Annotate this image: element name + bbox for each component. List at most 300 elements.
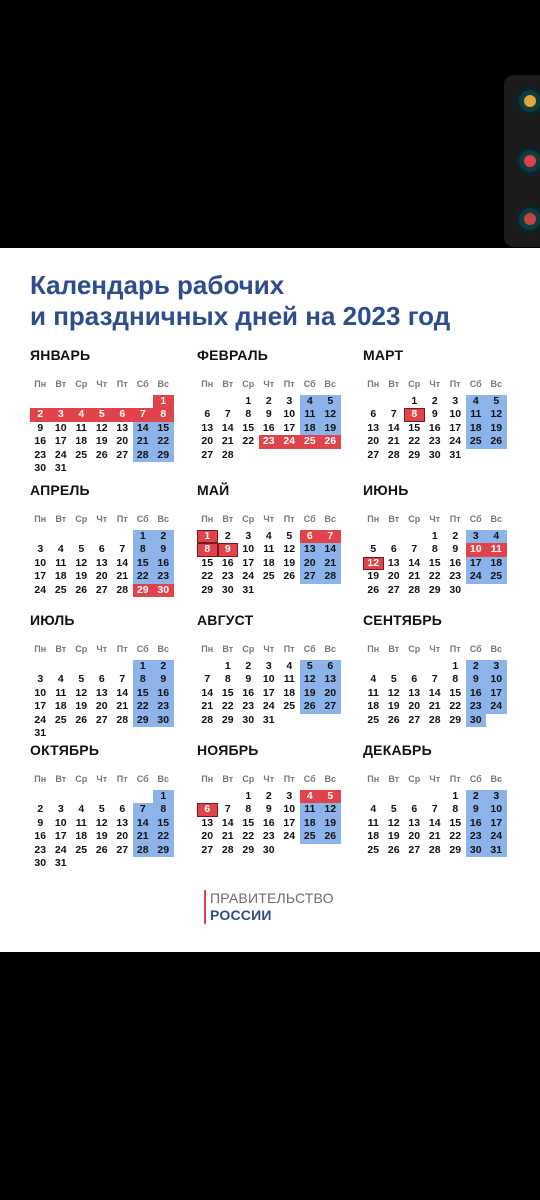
app-icon[interactable] [516, 147, 540, 175]
weekday-label: Чт [429, 379, 441, 389]
weekday-label: Вт [55, 774, 67, 784]
month-name: СЕНТЯБРЬ [363, 612, 443, 628]
day-cell: 28 [201, 713, 214, 726]
day-cell: 24 [54, 843, 67, 856]
day-cell: 18 [367, 830, 380, 842]
weekday-header [30, 643, 180, 657]
day-cell: 2 [37, 803, 44, 815]
day-cell: 2 [431, 394, 438, 407]
day-cell: 20 [116, 830, 129, 842]
days-grid [363, 660, 513, 728]
day-cell: 8 [133, 543, 154, 557]
weekday-label: Пт [116, 644, 128, 654]
day-cell: 6 [197, 803, 218, 817]
weekday-label: Вт [222, 774, 234, 784]
weekday-label: Ср [75, 644, 88, 654]
day-cell: 11 [75, 816, 87, 829]
day-cell: 19 [486, 422, 507, 436]
day-cell: 14 [221, 816, 234, 829]
day-cell: 25 [75, 843, 88, 856]
logo-line-1: ПРАВИТЕЛЬСТВО [210, 890, 334, 906]
day-cell: 18 [300, 817, 321, 831]
month-block [197, 741, 347, 857]
day-cell: 6 [300, 530, 321, 544]
weekday-label: Сб [469, 774, 482, 784]
day-cell: 10 [283, 408, 296, 420]
days-grid [30, 790, 180, 871]
day-cell: 9 [37, 421, 44, 434]
day-cell: 3 [265, 659, 272, 672]
weekday-label: Чт [96, 514, 108, 524]
day-cell: 8 [452, 673, 459, 685]
day-cell: 31 [34, 727, 47, 739]
day-cell: 26 [320, 830, 341, 844]
day-cell: 21 [320, 557, 341, 571]
day-cell: 8 [404, 408, 425, 422]
day-cell: 7 [119, 673, 126, 685]
day-cell: 28 [133, 844, 154, 858]
day-cell: 15 [449, 816, 462, 829]
month-name: ОКТЯБРЬ [30, 742, 100, 758]
day-cell: 16 [34, 435, 47, 447]
day-cell: 26 [486, 435, 507, 449]
weekday-label: Вт [388, 644, 400, 654]
day-cell: 12 [363, 557, 384, 571]
day-cell: 7 [133, 803, 154, 817]
weekday-header [30, 773, 180, 787]
day-cell: 28 [408, 583, 421, 596]
weekday-label: Пн [367, 644, 380, 654]
days-grid [197, 395, 347, 463]
day-cell: 26 [387, 713, 400, 726]
days-grid [363, 395, 513, 463]
day-cell: 9 [466, 803, 487, 817]
weekday-label: Ср [242, 644, 255, 654]
day-cell: 26 [75, 713, 88, 726]
day-cell: 13 [408, 686, 421, 699]
day-cell: 21 [428, 830, 441, 842]
day-cell: 27 [116, 843, 129, 856]
day-cell: 13 [116, 816, 129, 829]
day-cell: 16 [242, 686, 255, 699]
day-cell: 26 [95, 843, 108, 856]
day-cell: 7 [224, 803, 231, 815]
day-cell: 24 [466, 570, 487, 584]
weekday-label: Вт [388, 774, 400, 784]
weekday-label: Чт [263, 644, 275, 654]
day-cell: 29 [201, 583, 214, 596]
day-cell: 30 [449, 583, 462, 596]
month-name: МАРТ [363, 347, 404, 363]
day-cell: 11 [55, 556, 67, 569]
day-cell: 1 [452, 659, 459, 672]
day-cell: 11 [75, 421, 87, 434]
day-cell: 6 [204, 408, 211, 420]
weekday-label: Пт [449, 644, 461, 654]
day-cell: 8 [245, 803, 252, 815]
weekday-label: Ср [408, 379, 421, 389]
weekday-header [197, 643, 347, 657]
weekday-label: Вс [490, 644, 502, 654]
day-cell: 27 [408, 713, 421, 726]
weekday-label: Вс [324, 644, 336, 654]
weekday-label: Сб [469, 379, 482, 389]
day-cell: 30 [153, 584, 174, 598]
day-cell: 22 [408, 435, 421, 447]
day-cell: 3 [37, 673, 44, 685]
day-cell: 30 [34, 462, 47, 474]
day-cell: 12 [300, 673, 321, 687]
weekday-label: Вт [55, 644, 67, 654]
day-cell: 3 [51, 408, 72, 422]
day-cell: 18 [486, 557, 507, 571]
weekday-label: Вс [490, 379, 502, 389]
day-cell: 4 [300, 790, 321, 804]
day-cell: 28 [428, 843, 441, 856]
day-cell: 13 [95, 556, 108, 569]
day-cell: 30 [262, 843, 275, 856]
day-cell: 6 [119, 803, 126, 815]
days-grid [363, 530, 513, 598]
day-cell: 4 [286, 659, 293, 672]
day-cell: 12 [320, 803, 341, 817]
day-cell: 17 [242, 556, 255, 569]
day-cell: 4 [265, 529, 272, 542]
days-grid [197, 660, 347, 728]
day-cell: 29 [449, 843, 462, 856]
day-cell: 10 [54, 421, 67, 434]
day-cell: 21 [221, 435, 234, 447]
day-cell: 29 [428, 583, 441, 596]
weekday-label: Пн [367, 379, 380, 389]
day-cell: 14 [116, 556, 129, 569]
day-cell: 25 [367, 843, 380, 856]
day-cell: 8 [452, 803, 459, 815]
weekday-label: Сб [469, 644, 482, 654]
calendar-image [0, 248, 540, 952]
day-cell: 28 [221, 448, 234, 461]
day-cell: 23 [449, 570, 462, 582]
month-block [363, 481, 513, 597]
day-cell: 10 [466, 543, 487, 557]
day-cell: 22 [428, 570, 441, 582]
day-cell: 17 [283, 421, 296, 434]
day-cell: 15 [242, 421, 255, 434]
weekday-label: Ср [242, 774, 255, 784]
day-cell: 23 [466, 700, 487, 714]
day-cell: 5 [300, 660, 321, 674]
day-cell: 15 [133, 687, 154, 701]
day-cell: 14 [221, 421, 234, 434]
day-cell: 26 [387, 843, 400, 856]
day-cell: 13 [116, 421, 129, 434]
day-cell: 25 [54, 583, 67, 596]
day-cell: 13 [201, 816, 214, 829]
day-cell: 25 [300, 830, 321, 844]
day-cell: 29 [153, 844, 174, 858]
weekday-label: Пт [283, 774, 295, 784]
day-cell: 20 [95, 570, 108, 582]
day-cell: 15 [133, 557, 154, 571]
title-line-1: Календарь рабочих [30, 270, 285, 300]
day-cell: 1 [153, 790, 174, 804]
day-cell: 21 [116, 700, 129, 712]
day-cell: 5 [92, 408, 113, 422]
day-cell: 15 [221, 686, 234, 699]
day-cell: 1 [197, 530, 218, 544]
days-grid [30, 660, 180, 741]
day-cell: 17 [486, 687, 507, 701]
day-cell: 4 [486, 530, 507, 544]
day-cell: 1 [224, 659, 231, 672]
month-block [197, 346, 347, 462]
weekday-label: Пт [449, 379, 461, 389]
weekday-label: Пн [34, 379, 47, 389]
day-cell: 3 [245, 529, 252, 542]
day-cell: 21 [133, 435, 154, 449]
day-cell: 5 [370, 543, 377, 555]
title-line-2: и праздничных дней на 2023 год [30, 301, 451, 331]
day-cell: 16 [34, 830, 47, 842]
days-grid [197, 790, 347, 858]
weekday-label: Пт [283, 644, 295, 654]
weekday-label: Ср [75, 379, 88, 389]
day-cell: 1 [245, 789, 252, 802]
day-cell: 5 [78, 543, 85, 555]
day-cell: 27 [300, 570, 321, 584]
day-cell: 6 [390, 543, 397, 555]
day-cell: 2 [224, 529, 231, 542]
day-cell: 25 [367, 713, 380, 726]
side-app-dock [504, 75, 540, 247]
day-cell: 19 [387, 830, 400, 842]
day-cell: 12 [387, 686, 400, 699]
day-cell: 13 [320, 673, 341, 687]
day-cell: 5 [320, 790, 341, 804]
weekday-label: Вс [157, 644, 169, 654]
app-icon[interactable] [516, 205, 540, 233]
day-cell: 23 [153, 570, 174, 584]
day-cell: 17 [262, 686, 275, 699]
day-cell: 30 [242, 713, 255, 726]
app-icon[interactable] [516, 87, 540, 115]
day-cell: 1 [431, 529, 438, 542]
day-cell: 14 [408, 556, 421, 569]
day-cell: 1 [411, 394, 418, 407]
day-cell: 20 [320, 687, 341, 701]
month-block [197, 481, 347, 597]
day-cell: 13 [201, 421, 214, 434]
day-cell: 25 [486, 570, 507, 584]
day-cell: 1 [133, 660, 154, 674]
day-cell: 19 [387, 700, 400, 712]
weekday-label: Сб [136, 774, 149, 784]
day-cell: 28 [133, 449, 154, 463]
day-cell: 5 [320, 395, 341, 409]
day-cell: 7 [411, 543, 418, 555]
day-cell: 30 [466, 714, 487, 728]
weekday-label: Пт [283, 379, 295, 389]
day-cell: 22 [242, 435, 255, 447]
day-cell: 10 [34, 686, 47, 699]
day-cell: 19 [75, 700, 88, 712]
month-name: МАЙ [197, 482, 230, 498]
day-cell: 5 [98, 803, 105, 815]
day-cell: 12 [486, 408, 507, 422]
weekday-label: Ср [408, 774, 421, 784]
logo-line-2: РОССИИ [210, 907, 272, 923]
day-cell: 5 [390, 803, 397, 815]
weekday-label: Вс [324, 379, 336, 389]
weekday-label: Вт [55, 379, 67, 389]
day-cell: 20 [116, 435, 129, 447]
day-cell: 25 [54, 713, 67, 726]
day-cell: 21 [133, 830, 154, 844]
days-grid [30, 395, 180, 476]
weekday-header [197, 513, 347, 527]
day-cell: 12 [75, 556, 88, 569]
day-cell: 28 [428, 713, 441, 726]
day-cell: 29 [221, 713, 234, 726]
day-cell: 2 [265, 789, 272, 802]
day-cell: 21 [221, 830, 234, 842]
day-cell: 11 [367, 816, 379, 829]
day-cell: 7 [390, 408, 397, 420]
day-cell: 16 [466, 817, 487, 831]
day-cell: 9 [265, 408, 272, 420]
day-cell: 11 [486, 543, 507, 557]
day-cell: 16 [221, 556, 234, 569]
day-cell: 20 [95, 700, 108, 712]
day-cell: 28 [387, 448, 400, 461]
day-cell: 10 [242, 543, 255, 555]
weekday-label: Сб [469, 514, 482, 524]
day-cell: 2 [452, 529, 459, 542]
day-cell: 17 [283, 816, 296, 829]
day-cell: 23 [153, 700, 174, 714]
day-cell: 23 [34, 448, 47, 461]
day-cell: 24 [279, 435, 300, 449]
weekday-label: Вс [324, 774, 336, 784]
day-cell: 27 [95, 583, 108, 596]
day-cell: 4 [57, 543, 64, 555]
day-cell: 31 [242, 583, 255, 596]
weekday-header [197, 378, 347, 392]
day-cell: 29 [449, 713, 462, 726]
weekday-label: Пн [367, 514, 380, 524]
weekday-header [363, 378, 513, 392]
day-cell: 10 [262, 673, 275, 685]
day-cell: 24 [449, 435, 462, 447]
month-name: ДЕКАБРЬ [363, 742, 432, 758]
day-cell: 30 [466, 844, 487, 858]
day-cell: 4 [466, 395, 487, 409]
day-cell: 11 [300, 408, 321, 422]
day-cell: 8 [153, 408, 174, 422]
day-cell: 31 [54, 857, 67, 869]
month-block [30, 611, 180, 741]
day-cell: 20 [408, 700, 421, 712]
day-cell: 6 [98, 543, 105, 555]
weekday-label: Сб [303, 644, 316, 654]
day-cell: 8 [153, 803, 174, 817]
day-cell: 13 [408, 816, 421, 829]
weekday-label: Вс [157, 774, 169, 784]
day-cell: 27 [201, 843, 214, 856]
day-cell: 27 [201, 448, 214, 461]
day-cell: 29 [242, 843, 255, 856]
day-cell: 22 [449, 830, 462, 842]
day-cell: 20 [408, 830, 421, 842]
day-cell: 22 [153, 435, 174, 449]
day-cell: 19 [367, 570, 380, 582]
day-cell: 4 [370, 803, 377, 815]
day-cell: 9 [431, 408, 438, 420]
day-cell: 9 [466, 673, 487, 687]
day-cell: 15 [201, 556, 214, 569]
day-cell: 26 [283, 570, 296, 582]
day-cell: 9 [153, 543, 174, 557]
day-cell: 15 [408, 421, 421, 434]
day-cell: 23 [466, 830, 487, 844]
day-cell: 27 [367, 448, 380, 461]
day-cell: 24 [54, 448, 67, 461]
day-cell: 7 [224, 408, 231, 420]
day-cell: 14 [133, 422, 154, 436]
day-cell: 6 [320, 660, 341, 674]
day-cell: 13 [300, 543, 321, 557]
weekday-label: Вт [388, 379, 400, 389]
weekday-header [363, 773, 513, 787]
day-cell: 18 [54, 570, 67, 582]
day-cell: 11 [466, 408, 487, 422]
day-cell: 17 [486, 817, 507, 831]
weekday-label: Пн [34, 514, 47, 524]
day-cell: 17 [34, 570, 47, 582]
day-cell: 24 [283, 830, 296, 842]
day-cell: 24 [34, 713, 47, 726]
day-cell: 28 [320, 570, 341, 584]
day-cell: 24 [486, 830, 507, 844]
day-cell: 6 [370, 408, 377, 420]
day-cell: 9 [245, 673, 252, 685]
day-cell: 21 [201, 700, 214, 712]
day-cell: 16 [262, 421, 275, 434]
day-cell: 10 [54, 816, 67, 829]
day-cell: 3 [37, 543, 44, 555]
day-cell: 18 [367, 700, 380, 712]
day-cell: 3 [466, 530, 487, 544]
day-cell: 11 [283, 673, 295, 685]
day-cell: 31 [262, 713, 275, 726]
day-cell: 2 [245, 659, 252, 672]
day-cell: 18 [300, 422, 321, 436]
day-cell: 1 [452, 789, 459, 802]
weekday-label: Чт [96, 774, 108, 784]
month-block [30, 481, 180, 597]
day-cell: 6 [98, 673, 105, 685]
day-cell: 23 [221, 570, 234, 582]
day-cell: 15 [449, 686, 462, 699]
day-cell: 31 [54, 462, 67, 474]
weekday-header [363, 643, 513, 657]
day-cell: 5 [390, 673, 397, 685]
day-cell: 2 [30, 408, 51, 422]
weekday-label: Ср [242, 379, 255, 389]
day-cell: 7 [119, 543, 126, 555]
weekday-label: Пн [367, 774, 380, 784]
day-cell: 16 [428, 421, 441, 434]
